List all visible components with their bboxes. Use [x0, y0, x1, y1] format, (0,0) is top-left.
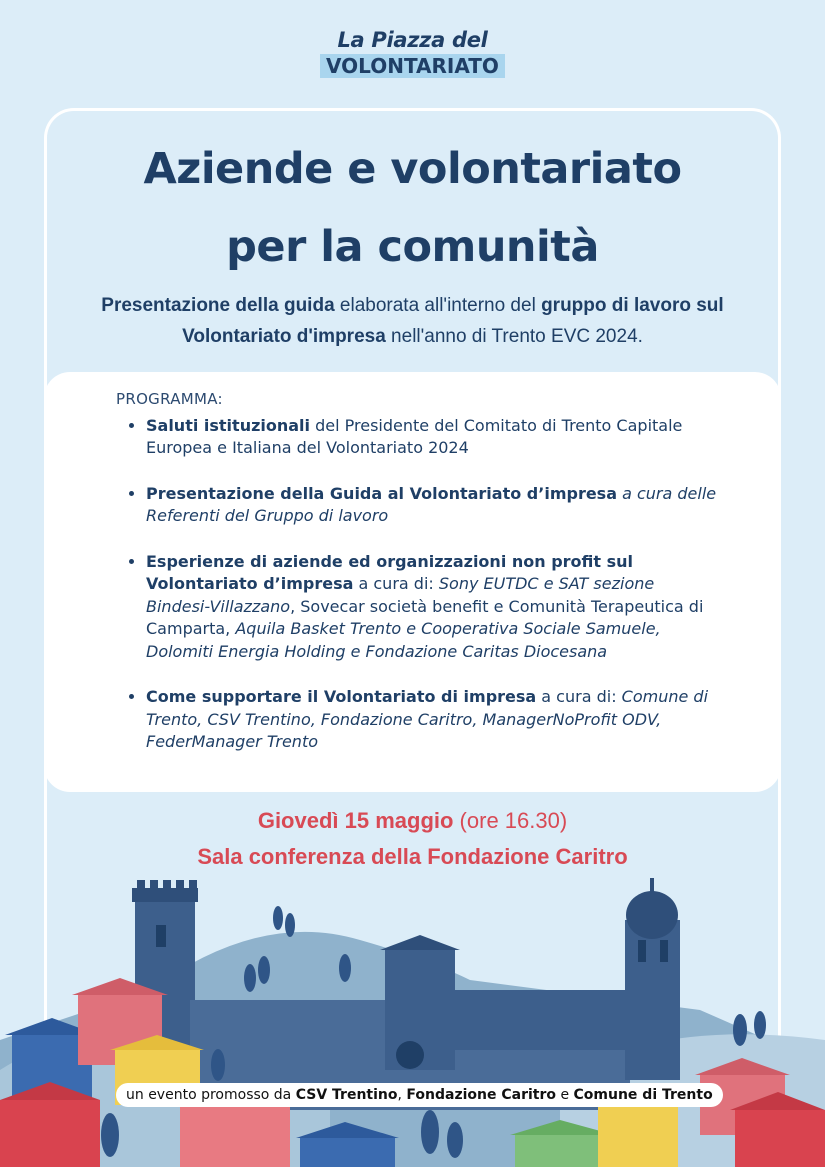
- subtitle-part-2: guida: [283, 295, 335, 316]
- program-item-bold: Esperienze di aziende ed organizzazioni non profit sul Volontariato d’impresa: [146, 551, 634, 593]
- footer-org-comune: Comune di Trento: [573, 1087, 713, 1103]
- title-line-2: per la comunità: [226, 222, 599, 272]
- program-item-text: del Presidente del Comitato di Trento Capitale Europea e Italiana del Volontariato 2024: [146, 415, 683, 457]
- title-line-1: Aziende e volontariato: [143, 144, 682, 194]
- logo-line-1: La Piazza del: [337, 28, 488, 52]
- logo-line-2: VOLONTARIATO: [320, 54, 505, 78]
- event-date: [0, 805, 825, 837]
- program-item-support: [146, 686, 721, 754]
- subtitle-part-5: nell'anno di Trento EVC 2024.: [385, 326, 643, 347]
- program-item-italic: a cura delle Referenti del Gruppo di lavoro: [146, 483, 717, 525]
- event-venue: Sala conferenza della Fondazione Caritro: [197, 844, 628, 869]
- program-item-greetings: [146, 415, 721, 460]
- subtitle-part-3: elaborata all'interno del: [334, 295, 542, 316]
- program-box: [44, 372, 781, 792]
- event-logo: [0, 28, 825, 78]
- program-item-bold: Presentazione della Guida al Volontariato d’impresa: [146, 483, 617, 503]
- subtitle-part-1: Presentazione della: [101, 295, 284, 316]
- footer-org-caritro: Fondazione Caritro: [406, 1087, 556, 1103]
- subtitle-part-4: gruppo di lavoro sul Volontariato d'impresa: [182, 295, 724, 347]
- program-item-text: , Sovecar società benefit e Comunità Terapeutica di Camparta,: [146, 596, 704, 638]
- program-item-bold: Come supportare il Volontariato di impresa: [146, 687, 537, 706]
- program-item-italic: Aquila Basket Trento e Cooperativa Sociale Samuele, Dolomiti Energia Holding e Fondazione Caritas Diocesana: [146, 619, 661, 661]
- program-item-guide: [146, 483, 721, 528]
- footer-prefix: un evento promosso da: [126, 1087, 296, 1103]
- footer-promoters-badge: [116, 1083, 723, 1107]
- footer-org-csv: CSV Trentino: [295, 1087, 398, 1103]
- program-item-italic: Comune di Trento, CSV Trentino, Fondazione Caritro, ManagerNoProfit ODV, FederManager Trento: [146, 687, 709, 751]
- trento-castle-illustration: [0, 870, 825, 1167]
- footer-sep-2: e: [556, 1087, 574, 1103]
- event-time: (ore 16.30): [453, 808, 568, 833]
- program-item-bold: Saluti istituzionali: [146, 415, 311, 435]
- poster-title: [0, 130, 825, 286]
- footer-sep-1: ,: [397, 1087, 407, 1103]
- program-heading: PROGRAMMA:: [116, 390, 223, 408]
- program-item-italic: Sony EUTDC e SAT sezione Bindesi-Villazzano: [146, 574, 655, 616]
- program-item-text: a cura di:: [353, 574, 439, 593]
- program-item-text: a cura di:: [536, 687, 622, 706]
- poster-subtitle: [60, 290, 765, 352]
- castle-tower-right: [625, 878, 680, 1080]
- program-item-experiences: [146, 551, 721, 664]
- program-list: [116, 415, 721, 754]
- event-date-bold: Giovedì 15 maggio: [257, 808, 454, 833]
